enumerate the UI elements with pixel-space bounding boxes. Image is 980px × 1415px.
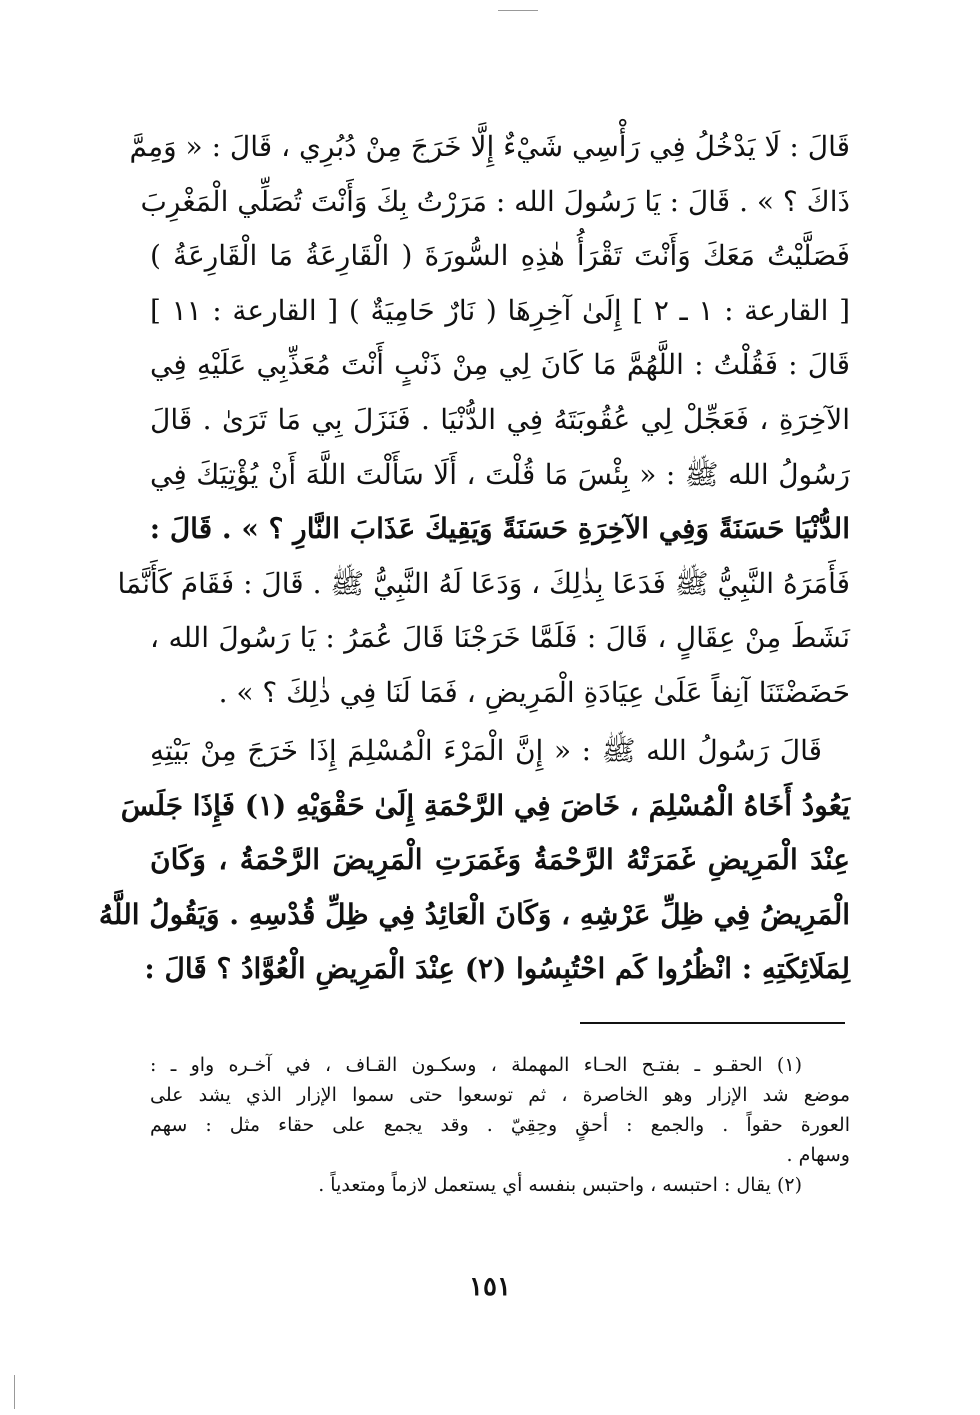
footnotes <box>150 1050 850 1200</box>
text-line: قَالَ رَسُولُ الله ﷺ : « إِنَّ الْمَرْءَ الْمُسْلِمَ إِذَا خَرَجَ مِنْ بَيْتِهِ <box>150 734 822 767</box>
text-line: لِمَلَائِكَتِهِ : انْظُرُوا كَم احْتُبِسُوا (٢) عِنْدَ الْمَرِيضِ الْعُوَّادُ ؟ قَالَ : <box>144 952 850 986</box>
text-line: [ القارعة : ١ ـ ٢ ] إِلَىٰ آخِرِهَا ( نَارٌ حَامِيَةٌ ) [ القارعة : ١١ ] <box>150 293 850 327</box>
text-line: رَسُولُ الله ﷺ : « بِئْسَ مَا قُلْتَ ، أَلَا سَأَلْتَ اللَّهَ أَنْ يُؤْتِيَكَ فِي <box>150 457 850 491</box>
text-line: نَشَطَ مِنْ عِقَالٍ ، قَالَ : فَلَمَّا خَرَجْنَا قَالَ عُمَرُ : يَا رَسُولَ الله ، <box>150 621 850 655</box>
footnote-line: (١) الحقـو ـ بفتـح الحـاء المهملة ، وسكـون القـاف ، في آخـره واو ـ : <box>150 1054 802 1076</box>
text-line: قَالَ : لَا يَدْخُلُ فِي رَأْسِي شَيْءٌ إِلَّا خَرَجَ مِنْ دُبُرِي ، قَالَ : « وَمِمَّ <box>129 130 850 163</box>
page-number: ١٥١ <box>469 1272 511 1302</box>
text-line: فَأَمَرَهُ النَّبِيُّ ﷺ فَدَعَا بِذٰلِكَ ، وَدَعَا لَهُ النَّبِيُّ ﷺ . قَالَ : فَقَامَ كَأَنَّمَا <box>117 566 850 600</box>
margin-mark <box>14 1375 15 1409</box>
top-rule <box>498 10 538 11</box>
text-line: عِنْدَ الْمَرِيضِ غَمَرَتْهُ الرَّحْمَةُ وَغَمَرَتِ الْمَرِيضَ الرَّحْمَةُ ، وَكَانَ <box>150 843 850 877</box>
footnote-line: وسهام . <box>786 1144 850 1166</box>
footnote-line: (٢) يقال : احتبسه ، واحتبس بنفسه أي يستعمل لازماً ومتعدياً . <box>318 1174 802 1196</box>
footnote-2 <box>150 1170 850 1200</box>
text-line: يَعُودُ أَخَاهُ الْمُسْلِمَ ، خَاضَ فِي الرَّحْمَةِ إِلَىٰ حَقْوَيْهِ (١) فَإِذَا جَلَسَ <box>120 788 850 822</box>
text-line: ذَاكَ ؟ » . قَالَ : يَا رَسُولَ الله : مَرَرْتُ بِكَ وَأَنْتَ تُصَلِّي الْمَغْرِبَ <box>140 184 850 218</box>
text-line: فَصَلَّيْتُ مَعَكَ وَأَنْتَ تَقْرَأُ هٰذِهِ السُّورَةَ ( الْقَارِعَةُ مَا الْقَارِعَةُ ) <box>150 239 850 273</box>
footnote-line: موضع شد الإزار وهو الخاصرة ، ثم توسعوا حتى سموا الإزار الذي يشد على <box>150 1084 850 1106</box>
footnote-1 <box>150 1050 850 1170</box>
text-line: حَضَضْتَنَا آنِفاً عَلَىٰ عِيَادَةِ الْمَرِيضِ ، فَمَا لَنَا فِي ذٰلِكَ ؟ » . <box>218 675 850 709</box>
footnote-line: العورة حقواً . والجمع : أحقٍ وحِقِيّ . وقد يجمع على حقاء مثل : سهم <box>150 1114 850 1136</box>
footnote-separator <box>580 1022 845 1024</box>
main-paragraph-2 <box>98 724 850 997</box>
text-line: الآخِرَةِ ، فَعَجِّلْ لِي عُقُوبَتَهُ فِي الدُّنْيَا . فَنَزَلَ بِي مَا تَرَىٰ . قَالَ <box>150 402 850 436</box>
text-line: قَالَ : فَقُلْتُ : اللَّهُمَّ مَا كَانَ لِي مِنْ ذَنْبٍ أَنْتَ مُعَذِّبِي عَلَيْهِ فِي <box>150 348 850 382</box>
text-line: الْمَرِيضُ فِي ظِلِّ عَرْشِهِ ، وَكَانَ الْعَائِدُ فِي ظِلِّ قُدْسِهِ . وَيَقُولُ اللَّهُ <box>98 897 850 931</box>
main-paragraph-1 <box>117 120 850 721</box>
text-line: الدُّنْيَا حَسَنَةً وَفِي الآخِرَةِ حَسَنَةً وَيَقِيكَ عَذَابَ النَّارِ ؟ » . قَالَ : <box>149 512 850 546</box>
